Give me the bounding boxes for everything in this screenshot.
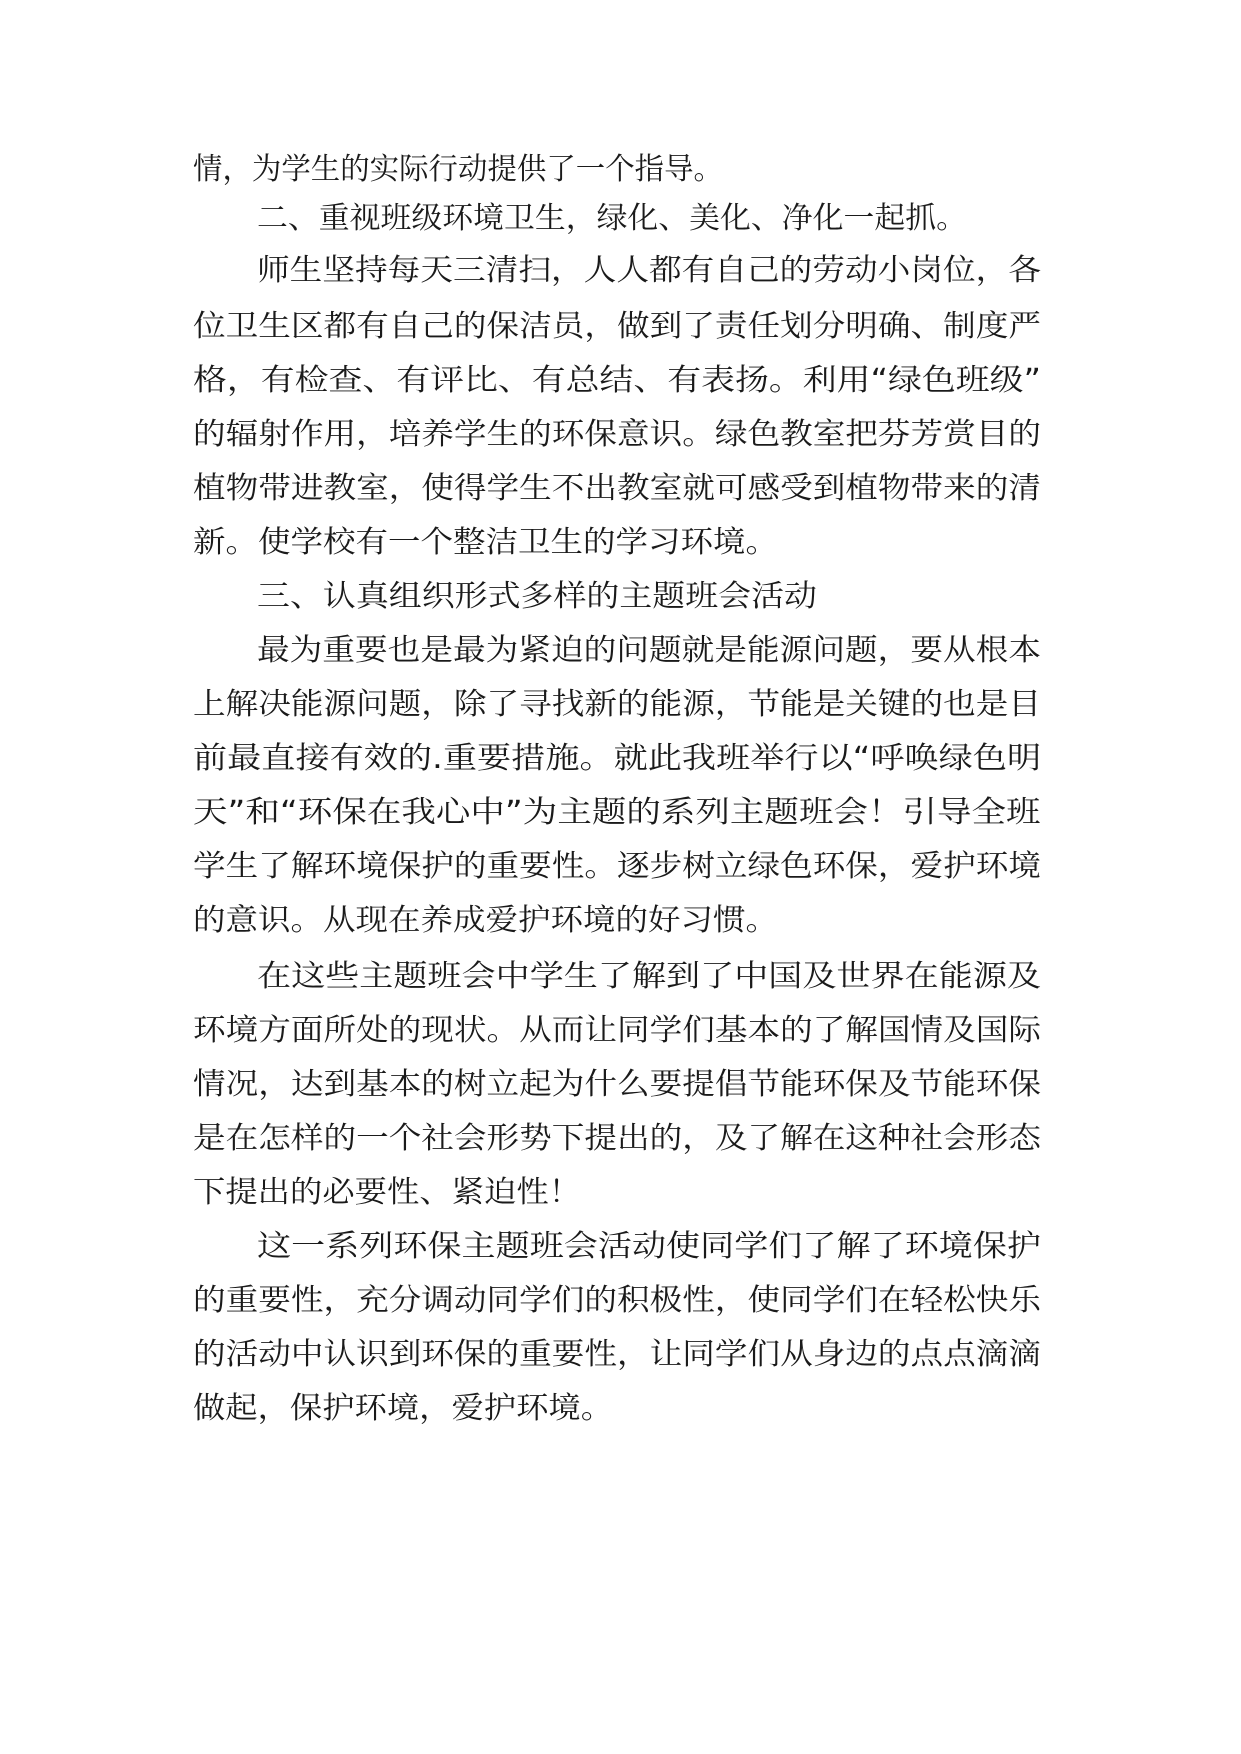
section-heading-text: 二、重视班级环境卫生，绿化、美化、净化一起抓。 (257, 201, 967, 236)
section-heading (0, 194, 1241, 244)
text-line (0, 1006, 1241, 1056)
section-heading (0, 572, 1241, 622)
text-line (0, 1222, 1241, 1272)
text-line (0, 1060, 1241, 1110)
text-line (0, 626, 1241, 676)
text-line-content: 情况，达到基本的树立起为什么要提倡节能环保及节能环保 (193, 1067, 1041, 1102)
text-line (0, 464, 1241, 514)
text-line-content: 师生坚持每天三清扫，人人都有自己的劳动小岗位，各 (257, 253, 1041, 288)
text-line-content: 的辐射作用，培养学生的环保意识。绿色教室把芬芳赏目的 (193, 417, 1041, 452)
text-line-content: 情，为学生的实际行动提供了一个指导。 (193, 152, 723, 187)
text-line (0, 788, 1241, 838)
text-line-content: 最为重要也是最为紧迫的问题就是能源问题，要从根本 (257, 633, 1041, 668)
text-line-content: 的活动中认识到环保的重要性，让同学们从身边的点点滴滴 (193, 1337, 1041, 1372)
text-line-content: 天”和“环保在我心中”为主题的系列主题班会！引导全班 (193, 795, 1041, 830)
text-line-content: 上解决能源问题，除了寻找新的能源，节能是关键的也是目 (193, 687, 1041, 722)
text-line-content: 位卫生区都有自己的保洁员，做到了责任划分明确、制度严 (193, 309, 1041, 344)
text-line (0, 734, 1241, 784)
text-line-content: 这一系列环保主题班会活动使同学们了解了环境保护 (257, 1229, 1041, 1264)
text-line-content: 做起，保护环境，爱护环境。 (193, 1391, 613, 1426)
text-line (0, 1276, 1241, 1326)
text-line (0, 842, 1241, 892)
text-line-content: 前最直接有效的.重要措施。就此我班举行以“呼唤绿色明 (193, 741, 1042, 776)
text-line-content: 环境方面所处的现状。从而让同学们基本的了解国情及国际 (193, 1013, 1041, 1048)
text-line-content: 格，有检查、有评比、有总结、有表扬。利用“绿色班级” (193, 363, 1042, 398)
text-line-content: 植物带进教室，使得学生不出教室就可感受到植物带来的清 (193, 471, 1041, 506)
text-line (0, 246, 1241, 296)
text-line (0, 896, 1241, 946)
section-heading-text: 三、认真组织形式多样的主题班会活动 (257, 579, 817, 614)
text-line (0, 680, 1241, 730)
text-line (0, 302, 1241, 352)
text-line-content: 新。使学校有一个整洁卫生的学习环境。 (193, 525, 778, 560)
text-line-content: 下提出的必要性、紧迫性！ (193, 1175, 581, 1210)
text-line (0, 356, 1241, 406)
text-line (0, 410, 1241, 460)
text-line-content: 的意识。从现在养成爱护环境的好习惯。 (193, 903, 778, 938)
text-line (0, 1384, 1241, 1434)
text-line (0, 518, 1241, 568)
text-line (0, 145, 1241, 195)
text-line (0, 1168, 1241, 1218)
text-line-content: 学生了解环境保护的重要性。逐步树立绿色环保，爱护环境 (193, 849, 1041, 884)
text-line (0, 952, 1241, 1002)
text-line-content: 在这些主题班会中学生了解到了中国及世界在能源及 (257, 959, 1041, 994)
text-line (0, 1114, 1241, 1164)
text-line (0, 1330, 1241, 1380)
text-line-content: 是在怎样的一个社会形势下提出的，及了解在这种社会形态 (193, 1121, 1041, 1156)
text-line-content: 的重要性，充分调动同学们的积极性，使同学们在轻松快乐 (193, 1283, 1041, 1318)
